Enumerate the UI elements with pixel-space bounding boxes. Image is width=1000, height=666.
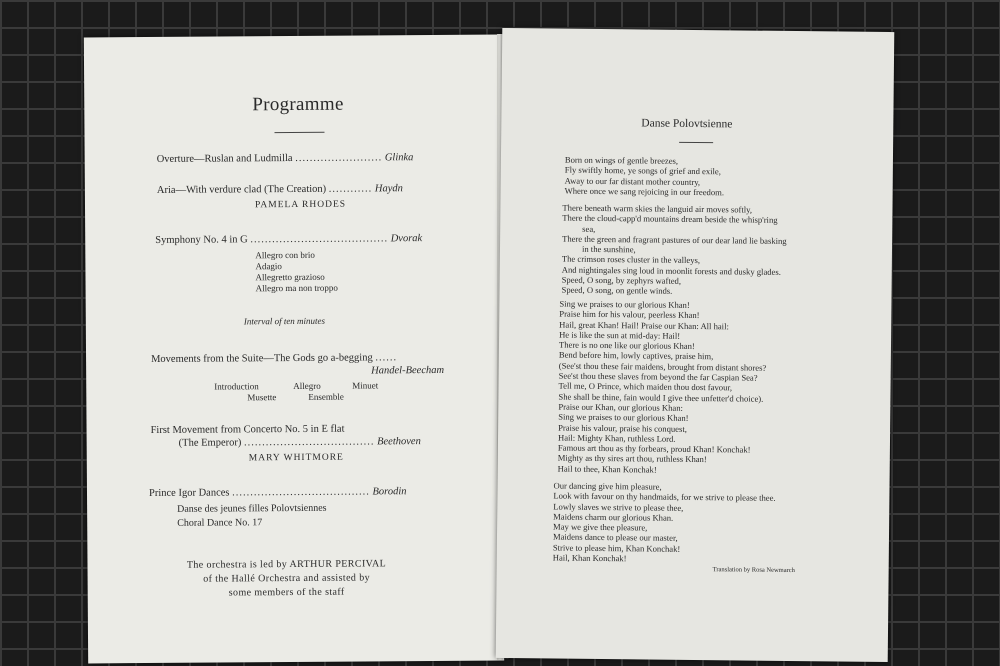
title-rule: [274, 132, 324, 133]
suite-movement-minuet: Minuet: [352, 380, 379, 391]
composer-handel-beecham: Handel-Beecham: [371, 364, 445, 377]
programme-item-6: Prince Igor Dances ...................................... Borodin: [148, 486, 407, 500]
suite-movement-musette: Musette: [247, 392, 277, 403]
poem-stanza-2: There beneath warm skies the languid air moves softly, There the cloud-capp'd mountains dream beside the whisp'ring sea, There the green and fragrant pastures of our dear land lie basking in the sunshine, The crimson roses cluster in the valleys, And nightingales sing loud in moonlit forests and dusky glades. Speed, O song, by zephyrs wafted, Speed, O song, on gentle winds.: [561, 202, 787, 297]
suite-movement-introduction: Introduction: [214, 381, 259, 392]
poem-title: Danse Polovtsienne: [641, 117, 733, 131]
performer-pamela-rhodes: PAMELA RHODES: [254, 199, 347, 211]
programme-title: Programme: [252, 93, 344, 116]
suite-movement-ensemble: Ensemble: [308, 391, 344, 402]
programme-item-1: Overture—Ruslan and Ludmilla ........................ Glinka: [156, 152, 414, 165]
left-page: [84, 35, 504, 664]
suite-movement-allegro: Allegro: [293, 380, 321, 392]
poem-stanza-3: Sing we praises to our glorious Khan! Praise him for his valour, peerless Khan! Hail, great Khan! Hail! Praise our Khan: All hail: He is like the sun at mid-day: Hail! There is no one like our glorious Khan! Bend before him, lowly captives, praise him, (See'st thou these fair maidens, brought from distant shores? See'st thou these slaves from beyond the far Caspian Sea? Tell me, O Prince, which maiden thou dost favour, She shall be thine, fain would I give thee unfetter'd choice). Praise our Khan, our glorious Khan: Sing we praises to our glorious Khan! Praise his valour, praise his conquest, Hail: Mighty Khan, ruthless Lord. Famous art thou as thy forbears, proud Khan! Konchak! Mighty as thy sires art thou, ruthless Khan! Hail to thee, Khan Konchak!: [557, 298, 767, 475]
prince-igor-subtitles: Danse des jeunes filles Polovtsiennes Choral Dance No. 17: [177, 502, 327, 529]
programme-item-2: Aria—With verdure clad (The Creation) ............ Haydn: [156, 183, 403, 196]
poem-stanza-1: Born on wings of gentle breezes, Fly swiftly home, ye songs of grief and exile, Away to our far distant mother country, Where once we sang rejoicing in our freedom.: [564, 154, 725, 198]
translation-credit: Translation by Rosa Newmarch: [712, 566, 795, 575]
right-page: [496, 28, 895, 662]
orchestra-note: The orchestra is led by ARTHUR PERCIVAL of the Hallé Orchestra and assisted by some members of the staff: [186, 558, 387, 599]
programme-item-3: Symphony No. 4 in G ...................................... Dvorak: [155, 233, 423, 246]
interval-note: Interval of ten minutes: [243, 315, 326, 327]
symphony-movements: Allegro con brio Adagio Allegretto grazioso Allegro ma non troppo: [255, 249, 338, 294]
poem-stanza-4: Our dancing give him pleasure, Look with favour on thy handmaids, for we strive to please thee. Lowly slaves we strive to please thee, Maidens charm our glorious Khan. May we give thee pleasure, Maidens dance to please our master, Strive to please him, Khan Konchak! Hail, Khan Konchak!: [552, 480, 776, 564]
programme-item-5-line-2: (The Emperor) .................................... Beethoven: [178, 436, 421, 449]
programme-item-4: Movements from the Suite—The Gods go a-begging ......: [151, 352, 398, 365]
poem-title-rule: [679, 142, 713, 143]
programme-item-5: First Movement from Concerto No. 5 in E flat: [150, 423, 345, 437]
performer-mary-whitmore: MARY WHITMORE: [248, 452, 344, 464]
